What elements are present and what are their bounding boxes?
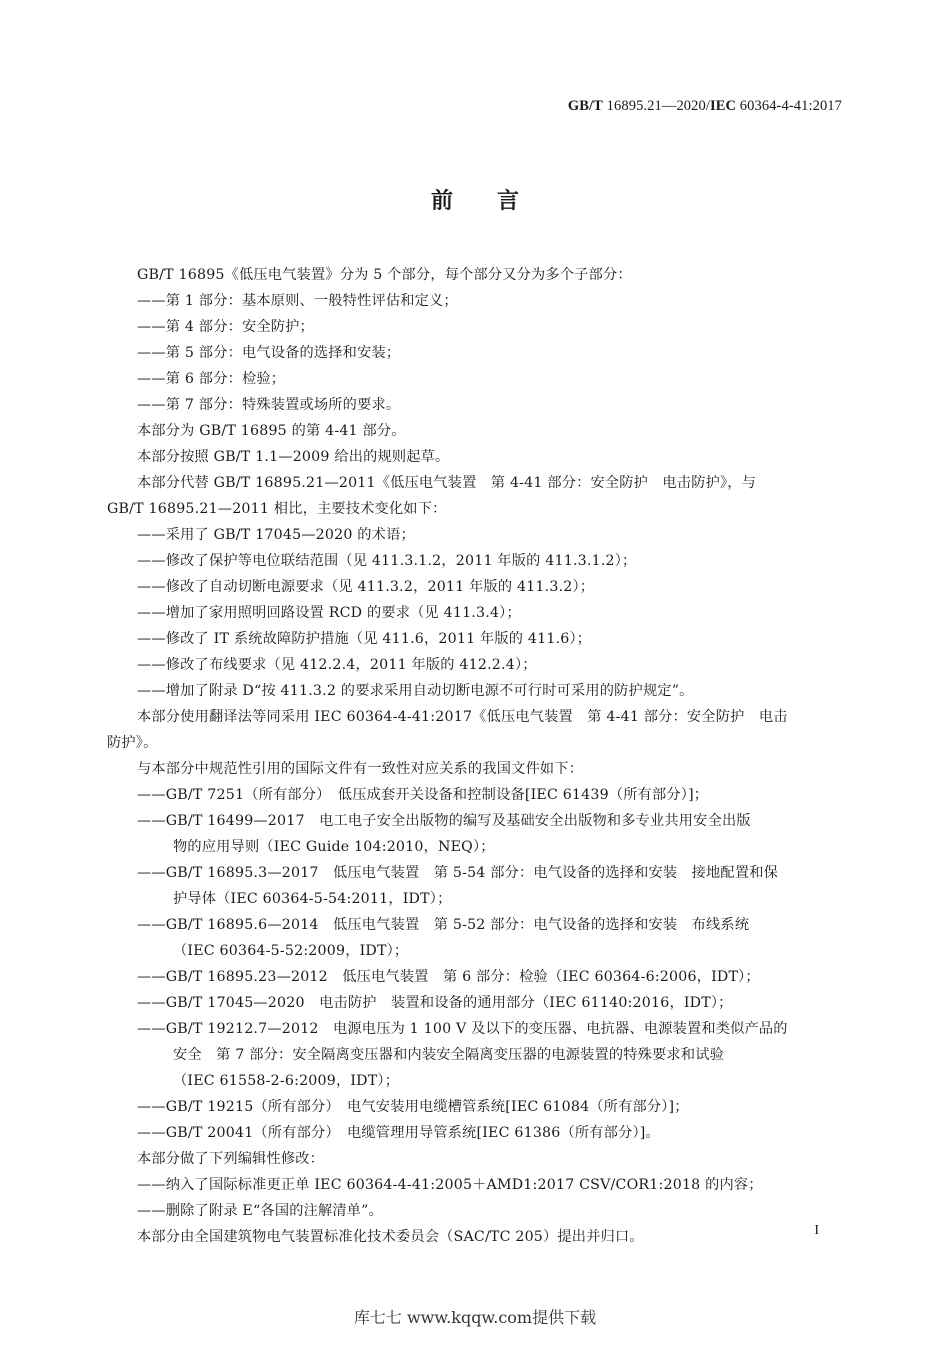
- list-item: ——GB/T 19215（所有部分） 电气安装用电缆槽管系统[IEC 61084（所有部分）]；: [137, 1099, 689, 1115]
- list-item: ——GB/T 19212.7—2012 电源电压为 1 100 V 及以下的变压器、电抗器、电源装置和类似产品的: [137, 1021, 788, 1037]
- iec-prefix: IEC: [709, 98, 737, 114]
- list-item: ——第 7 部分：特殊装置或场所的要求。: [137, 397, 401, 413]
- paragraph-line: 本部分做了下列编辑性修改：: [137, 1151, 325, 1167]
- list-item: ——修改了自动切断电源要求（见 411.3.2，2011 年版的 411.3.2）；: [137, 579, 595, 595]
- list-item: ——第 4 部分：安全防护；: [137, 319, 314, 335]
- list-item: ——增加了附录 D“按 411.3.2 的要求采用自动切断电源不可行时可采用的防护规定”。: [137, 683, 694, 699]
- list-item-continuation: 物的应用导则（IEC Guide 104:2010，NEQ）；: [173, 839, 495, 855]
- paragraph-line: GB/T 16895.21—2011 相比，主要技术变化如下：: [107, 501, 447, 517]
- document-header: [568, 98, 842, 115]
- title-char-2: 言: [497, 189, 520, 214]
- list-item: ——GB/T 16895.23—2012 低压电气装置 第 6 部分：检验（IEC 60364-6:2006，IDT）；: [137, 969, 760, 985]
- list-item: ——修改了 IT 系统故障防护措施（见 411.6，2011 年版的 411.6）；: [137, 631, 592, 647]
- list-item-continuation: （IEC 60364-5-52:2009，IDT）；: [173, 943, 409, 959]
- iec-number: 60364-4-41:2017: [736, 98, 842, 114]
- list-item: ——GB/T 16895.3—2017 低压电气装置 第 5-54 部分：电气设备的选择和安装 接地配置和保: [137, 865, 778, 881]
- list-item: ——GB/T 20041（所有部分） 电缆管理用导管系统[IEC 61386（所有部分）]。: [137, 1125, 660, 1141]
- list-item-continuation: （IEC 61558-2-6:2009，IDT）；: [173, 1073, 400, 1089]
- list-item-continuation: 安全 第 7 部分：安全隔离变压器和内装安全隔离变压器的电源装置的特殊要求和试验: [173, 1047, 724, 1063]
- paragraph-line: 本部分代替 GB/T 16895.21—2011《低压电气装置 第 4-41 部分：安全防护 电击防护》，与: [137, 475, 757, 491]
- paragraph-line: 本部分为 GB/T 16895 的第 4-41 部分。: [137, 423, 406, 439]
- list-item: ——GB/T 16499—2017 电工电子安全出版物的编写及基础安全出版物和多专业共用安全出版: [137, 813, 751, 829]
- list-item: ——第 1 部分：基本原则、一般特性评估和定义；: [137, 293, 458, 309]
- list-item: ——修改了保护等电位联结范围（见 411.3.1.2，2011 年版的 411.3.1.2）；: [137, 553, 637, 569]
- list-item: ——第 5 部分：电气设备的选择和安装；: [137, 345, 401, 361]
- paragraph-line: GB/T 16895《低压电气装置》分为 5 个部分，每个部分又分为多个子部分：: [137, 267, 632, 283]
- download-watermark: 库七七 www.kqqw.com提供下载: [353, 1308, 597, 1327]
- paragraph-line: 本部分使用翻译法等同采用 IEC 60364-4-41:2017《低压电气装置 第 4-41 部分：安全防护 电击: [137, 709, 788, 725]
- title-char-1: 前: [430, 189, 453, 214]
- page-number: I: [814, 1223, 819, 1238]
- standard-number: 16895.21—2020/: [602, 98, 710, 114]
- list-item: ——GB/T 7251（所有部分） 低压成套开关设备和控制设备[IEC 61439（所有部分）]；: [137, 787, 709, 803]
- paragraph-line: 本部分按照 GB/T 1.1—2009 给出的规则起草。: [137, 449, 450, 465]
- list-item: ——删除了附录 E“各国的注解清单”。: [137, 1203, 383, 1219]
- paragraph-line: 本部分由全国建筑物电气装置标准化技术委员会（SAC/TC 205）提出并归口。: [137, 1229, 644, 1245]
- list-item: ——增加了家用照明回路设置 RCD 的要求（见 411.3.4）；: [137, 605, 521, 621]
- page-title: [0, 184, 950, 215]
- list-item: ——GB/T 17045—2020 电击防护 装置和设备的通用部分（IEC 61140:2016，IDT）；: [137, 995, 733, 1011]
- standard-code: GB/T: [567, 98, 603, 114]
- list-item: ——第 6 部分：检验；: [137, 371, 286, 387]
- paragraph-line: 与本部分中规范性引用的国际文件有一致性对应关系的我国文件如下：: [137, 761, 584, 777]
- paragraph-line: 防护》。: [107, 735, 158, 751]
- list-item: ——纳入了国际标准更正单 IEC 60364-4-41:2005＋AMD1:2017 CSV/COR1:2018 的内容；: [137, 1177, 763, 1193]
- list-item: ——修改了布线要求（见 412.2.4，2011 年版的 412.2.4）；: [137, 657, 537, 673]
- list-item: ——GB/T 16895.6—2014 低压电气装置 第 5-52 部分：电气设备的选择和安装 布线系统: [137, 917, 750, 933]
- foreword-body: [107, 262, 843, 1250]
- list-item: ——采用了 GB/T 17045—2020 的术语；: [137, 527, 415, 543]
- list-item-continuation: 护导体（IEC 60364-5-54:2011，IDT）；: [173, 891, 452, 907]
